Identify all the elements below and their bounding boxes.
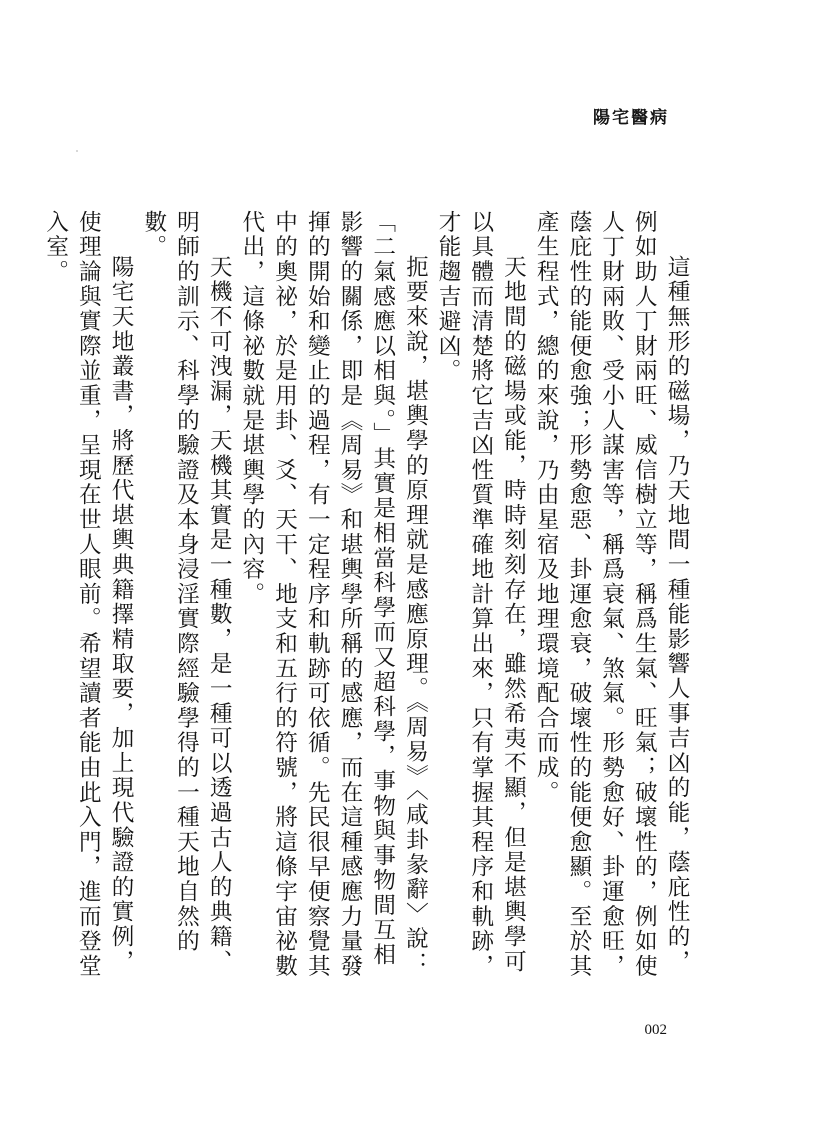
page-number: 002 xyxy=(644,1022,667,1038)
paragraph: 天地間的磁場或能，時時刻刻存在，雖然希夷不顯，但是堪輿學可以具體而清楚將它吉凶性質準確地計算出來，只有掌握其程序和軌跡，才能趨吉避凶。 xyxy=(435,210,527,979)
scan-speck xyxy=(76,150,78,152)
vertical-body-text xyxy=(42,210,693,990)
paragraph: 陽宅天地叢書，將歷代堪輿典籍擇精取要，加上現代驗證的實例，使理論與實際並重，呈現在世人眼前。希望讀者能由此入門，進而登堂入室。 xyxy=(42,210,135,979)
running-header: 陽宅醫病 xyxy=(593,108,669,128)
paragraph: 天機不可洩漏，天機其實是一種數，是一種可以透過古人的典籍、明師的訓示、科學的驗證及本身浸淫實際經驗學得的一種天地自然的數。 xyxy=(140,210,233,975)
paragraph: 扼要來說，堪輿學的原理就是感應原理。《周易》〈咸卦彖辭〉說：「二氣感應以相與。」其實是相當科學而又超科學，事物與事物間互相影響的關係，即是《周易》和堪輿學所稱的感應，而在這種感應力量發揮的開始和變止的過程，有一定程序和軌跡可依循。先民很早便察覺其中的奧祕，於是用卦、爻、天干、地支和五行的符號，將這條宇宙祕數代出，這條祕數就是堪輿學的內容。 xyxy=(238,210,429,979)
paragraph: 這種無形的磁場，乃天地間一種能影響人事吉凶的能，蔭庇性的，例如助人丁財兩旺、威信樹立等，稱爲生氣、旺氣；破壞性的，例如使人丁財兩敗、受小人謀害等，稱爲衰氣、煞氣。形勢愈好、卦運愈旺，蔭庇性的能便愈強；形勢愈惡、卦運愈衰，破壞性的能便愈顯。至於其產生程式，總的來說，乃由星宿及地理環境配合而成。 xyxy=(533,210,690,979)
